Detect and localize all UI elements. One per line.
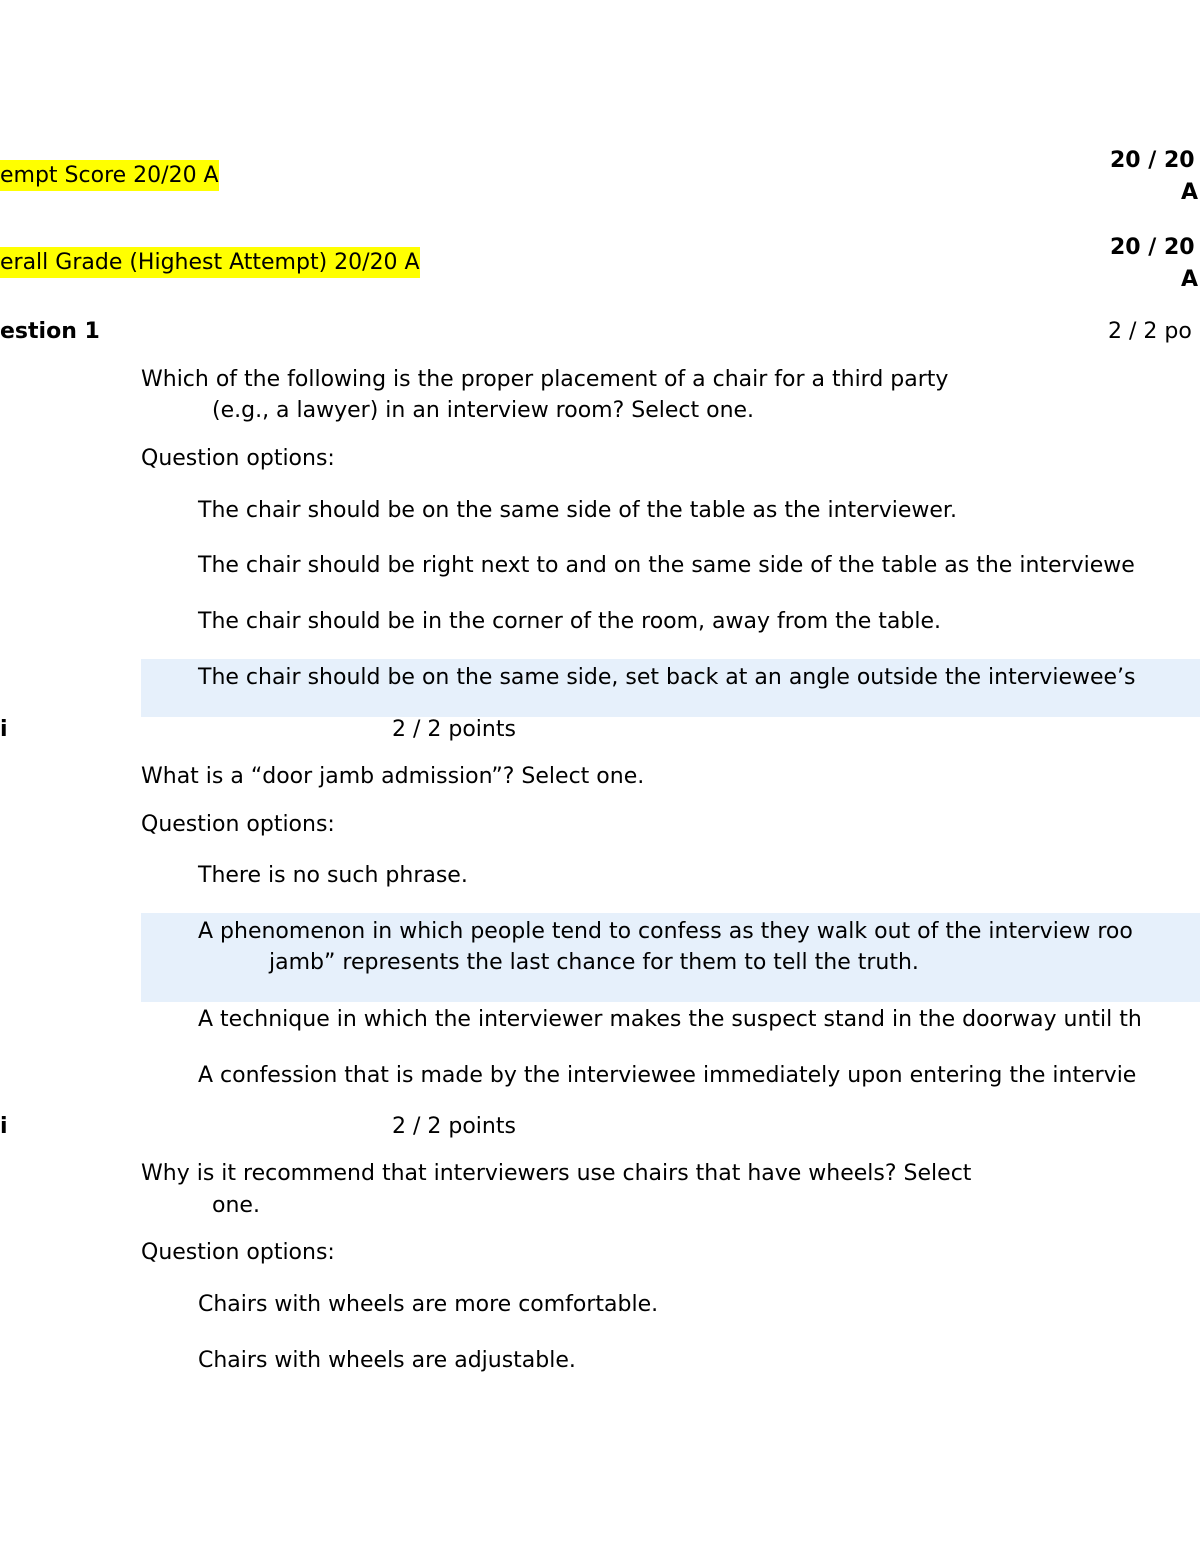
question-3-option-2[interactable]: Chairs with wheels are adjustable. bbox=[198, 1348, 576, 1373]
question-2-heading: i bbox=[0, 717, 8, 742]
question-2-option-2-continued: jamb” represents the last chance for them to tell the truth. bbox=[269, 950, 919, 975]
question-1-option-4[interactable]: The chair should be on the same side, set back at an angle outside the interviewee’s bbox=[198, 665, 1136, 690]
question-2-option-4[interactable]: A confession that is made by the interviewee immediately upon entering the intervie bbox=[198, 1063, 1137, 1088]
attempt-score-grade: A bbox=[1181, 180, 1199, 205]
attempt-score-value: 20 / 20 bbox=[1110, 148, 1195, 173]
question-3-text: Why is it recommend that interviewers use chairs that have wheels? Select bbox=[141, 1161, 972, 1186]
overall-grade-grade: A bbox=[1181, 267, 1199, 292]
question-1-options-label: Question options: bbox=[141, 446, 335, 471]
question-2-options-label: Question options: bbox=[141, 812, 335, 837]
question-1-option-2[interactable]: The chair should be right next to and on the same side of the table as the interviewe bbox=[198, 553, 1135, 578]
attempt-score-label: empt Score 20/20 A bbox=[0, 160, 219, 191]
question-3-heading: i bbox=[0, 1114, 8, 1139]
question-3-text-continued: one. bbox=[212, 1193, 260, 1218]
question-2-option-1[interactable]: There is no such phrase. bbox=[198, 863, 468, 888]
question-1-option-3[interactable]: The chair should be in the corner of the room, away from the table. bbox=[198, 609, 941, 634]
question-2-points: 2 / 2 points bbox=[392, 717, 516, 742]
question-2-option-3[interactable]: A technique in which the interviewer makes the suspect stand in the doorway until th bbox=[198, 1007, 1142, 1032]
question-1-heading: estion 1 bbox=[0, 319, 100, 344]
question-3-options-label: Question options: bbox=[141, 1240, 335, 1265]
question-2-option-2[interactable]: A phenomenon in which people tend to confess as they walk out of the interview roo bbox=[198, 919, 1133, 944]
question-2-text: What is a “door jamb admission”? Select one. bbox=[141, 764, 645, 789]
question-1-text: Which of the following is the proper placement of a chair for a third party bbox=[141, 367, 949, 392]
question-1-points: 2 / 2 po bbox=[1108, 319, 1192, 344]
overall-grade-value: 20 / 20 bbox=[1110, 235, 1195, 260]
question-1-option-1[interactable]: The chair should be on the same side of the table as the interviewer. bbox=[198, 498, 957, 523]
overall-grade-label: erall Grade (Highest Attempt) 20/20 A bbox=[0, 247, 420, 278]
question-3-points: 2 / 2 points bbox=[392, 1114, 516, 1139]
question-3-option-1[interactable]: Chairs with wheels are more comfortable. bbox=[198, 1292, 659, 1317]
question-1-text-continued: (e.g., a lawyer) in an interview room? Select one. bbox=[212, 398, 755, 423]
